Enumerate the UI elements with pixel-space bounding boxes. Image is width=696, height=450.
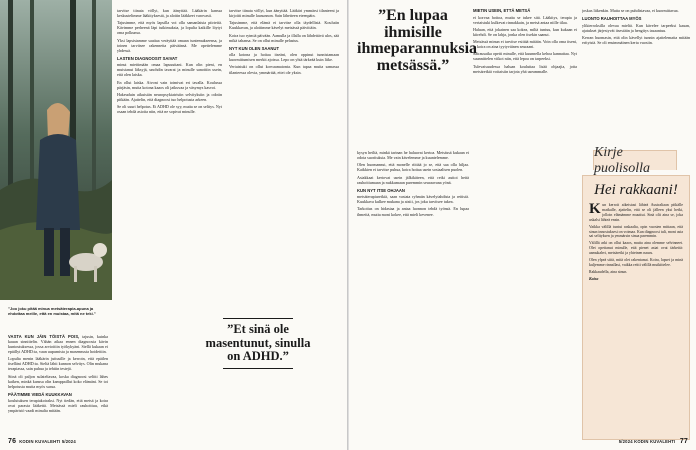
- paragraph: Olen huomannut, että monelle riittää jo se, että saa olla hiljaa. Kaikkien ei tarvitse puhua, koira hoitaa usein sosiaalisen puolen.: [357, 162, 469, 173]
- folio-left: [8, 438, 76, 445]
- pull-quote-text: ”En lupaa ihmisille ihmeparannuksia metsässä.”: [357, 7, 478, 74]
- paragraph: Haluan, että jokainen saa kokea, miltä tuntuu, kun kukaan ei kiirehdi. Se on lahja, jonka olen itsekin saanut.: [473, 26, 577, 37]
- page-number: 76: [8, 438, 17, 445]
- paragraph: joskus liikenkin. Mutta se on puhdistavaa, ei kuormittavaa.: [582, 8, 679, 13]
- letter-box: [582, 175, 690, 440]
- paragraph: ei korvaa hoitoa, mutta se tukee sitä. Lääkitys, terapia ja vertaistuki kulkevat rinnakkain, ja metsä antaa niille tilaa.: [473, 14, 577, 25]
- paragraph: Yksi lapsistamme saattaa veräyttää omaan tuntemukseensa, ja toinen tarvitsee rakennetta päiväänsä. Me opettelemme yhdessä.: [117, 37, 222, 53]
- letter-title: Hei rakkaani!: [594, 182, 678, 198]
- paragraph: En ollut laiska. Aivoni vain toimivat eri tavalla. Koulussa pärjäsin, mutta kotona kaaos oli jatkuvaa ja väsymys kasvoi.: [117, 79, 222, 90]
- paragraph: minut miettimään omaa lapsuuttani. Kun olin pieni, en muistanut läksyjä, unohdin tavarat ja minulle sanottiin usein, että olen laiska.: [117, 62, 222, 78]
- paragraph: Tarkoitus on hidastaa ja antaa luonnon tehdä työnsä. En lupaa ihmeitä, mutta moni kokee, että mieli kevenee.: [357, 206, 469, 217]
- forest-photo: [0, 0, 112, 300]
- paragraph: Lopulta menin lääkärin juttusille ja kerroin, että epäilen itselläni ADHD:ta. Sieltä lähti kunnon selvitys. Olin mukana terapiassa, sain puhua ja tehtiin testejä.: [8, 356, 108, 372]
- letter-paragraph: Vaikka välillä tuntui raskaalta, opin vuosien mittaan, että sinun innostuksesi on voimaa. Kun diagnoosi tuli, moni asia sai selityksen ja ymmärsin sinua paremmin.: [589, 224, 683, 239]
- paragraph: [8, 334, 108, 354]
- letter-signature: Kaisa: [589, 275, 599, 281]
- pull-quote-rule: [223, 368, 293, 369]
- section-subhead: MIETIN USEIN, ETTÄ METSÄ: [473, 8, 531, 13]
- section-subhead: KUN NYT ITSE OHJAAN: [357, 187, 405, 193]
- letter-paragraph: Välillä arki on ollut kaaos, mutta aina olemme selvinneet. Olet opettanut minulle, että pienet asiat ovat tärkeitä: aamukahvi, metsäretki ja yhteinen nauru.: [589, 241, 683, 256]
- right-column-3: [582, 8, 690, 146]
- paragraph: tarvitse tiinata völlyt, kun äänyttää. Lääkäri ymmärsi tilanteeni ja kirjoitti minulle lausunnon. Sain lähetteen eteenpäin.: [229, 8, 339, 19]
- paragraph: olla kotona ja hoitaa itseäni, olen oppinut tunnistamaan kuormittumisen merkit ajoissa. Lepo on yhtä tärkeää kuin liike.: [229, 52, 339, 63]
- section-subhead: PÄÄTIMME VIEDÄ KUUKKAVAN: [8, 391, 72, 397]
- paragraph: Sairausaika opetti minulle, että kuunnella kehoa kannattaa. Nyt suunnittelen viikot niin, että lepoa on tarpeeksi.: [473, 51, 577, 62]
- forest-photo-image: [0, 0, 112, 300]
- paragraph: Vertaistuki on ollut korvaamatonta. Kun tapaa muita samassa tilanteessa olevia, ymmärtää, ettei ole yksin.: [229, 64, 339, 75]
- left-column-2: [117, 8, 222, 440]
- pull-quote-text: ”Et sinä ole masentunut, sinulla on ADHD.”: [205, 322, 311, 363]
- left-column-3: [229, 8, 339, 303]
- paragraph: tarvitse tiinata völlyt, kun äänyttää. Lääkärin kanssa keskustelimme lääkityksestä, ja aloitin lääkkeet varovasti.: [117, 8, 222, 19]
- pull-quote-rule: [223, 318, 293, 319]
- paragraph: Tajusimme, että elämä ei tarvitse olla täydellistä. Koulutin Kuukkavan, ja aloitimme kävelyt metsässä päivittäin.: [229, 20, 339, 31]
- left-page: [0, 0, 347, 450]
- paragraph: Kerran huomasin, että olin kävellyt tunnin ajattelematta mitään erityistä. Se oli ensimmäinen kerta vuosiin.: [582, 34, 690, 45]
- paragraph: koulutuksen terapiakoiraksi. Nyt tiedän, että metsä ja koira ovat parasta lääkettä. Metsässä mieli rauhoittuu, eikä ympäristö vaadi minulta mitään.: [8, 398, 108, 414]
- photo-caption: ”Joo joku pitää minua metsäterapia-apuna ja ehdottaa meille, että en muistaa, mitä ne teki.”: [8, 306, 96, 316]
- letter-body: [589, 203, 683, 282]
- drop-cap: K: [589, 201, 601, 217]
- lead-in: VASTA KUN JÄIN TÖISTÄ POIS,: [8, 334, 80, 339]
- paragraph: Asiakkaat kertovat usein jälkikäteen, että retki auttoi heitä rauhoittumaan ja nukkumaan paremmin seuraavana yönä.: [357, 174, 469, 185]
- paragraph: Se oli suuri helpotus. Ei ADHD ole syy, mutta se on selitys. Nyt osaan tehdä asioita niin, että ne sopivat minulle.: [117, 104, 222, 115]
- letter-tab: Kirje puolisolla: [593, 150, 677, 170]
- paragraph: kysyn heiltä, minkä tarinan he haluavat kertoa. Metsässä kukaan ei odota suorituksia. Me vain kävelemme ja kuuntelemme.: [357, 150, 469, 161]
- right-column-1: [357, 150, 469, 440]
- pull-quote-left: [203, 314, 313, 373]
- paragraph: Tulevaisuudessa haluan kouluttaa lisää ohjaajia, jotta metsäretkiä voitaisiin tarjota yhä useammalle.: [473, 63, 577, 74]
- paragraph: metsäterapiaretkiä, saan vastata ryhmän kävelytahdista ja reitistä. Kuukkava kulkee mukana ja aistii, jos joku tarvitsee tukea.: [357, 194, 469, 205]
- paragraph: Metsässä minun ei tarvitse esittää mitään. Voin olla oma itseni, ja koira on aina tyytyväinen seuraani.: [473, 39, 577, 50]
- section-subhead: NYT KUN OLEN SAANUT: [229, 45, 280, 51]
- letter-paragraph: Olen ylpeä siitä, mitä olet rakentanut. Koira, lapset ja minä kuljemme rinnallasi, vaikka reitti välillä mutkittelee.: [589, 258, 683, 267]
- paragraph: Siinä oli paljon sulateltavaa, koska diagnoosi selitti lähes kaiken, minkä kanssa olin kamppaillut koko elämäni. Se toi helpotusta mutta myös surua.: [8, 373, 108, 389]
- folio-title: KODIN KUVALEHTI 5/2024: [19, 439, 76, 444]
- left-column-1: [8, 334, 108, 442]
- page-number: 77: [679, 438, 688, 445]
- paragraph-text: tajusin, kuinka kauan sinnittelin. Vähän aikaa ennen diagnoosia kävin kuntoutuksessa, jossa arvioitiin työkykyäni. Siellä kukaan ei epäillyt ADHD:ta, vaan uupumista ja masennusta hoidettiin.: [8, 334, 108, 355]
- right-page: [349, 0, 696, 450]
- section-subhead: LASTEN DIAGNOOSIT SAIVAT: [117, 55, 178, 61]
- right-column-2: [473, 8, 577, 440]
- section-subhead: LUONTO RAUHOITTAA MYÖS: [582, 16, 642, 22]
- paragraph: Tajusimme, että myös lapsilla voi olla samanlaisia piirteitä. Kävimme perheenä läpi tutkimuksia, ja lopulta kaikille löytyi oma polkunsa.: [117, 20, 222, 36]
- letter-paragraph: Rakkaudella, aina sinun.: [589, 269, 628, 274]
- pull-quote-right: [357, 7, 478, 74]
- paragraph: Hakeuduin aikuisiän neuropsykiatrisiin selvityksiin ja odotin pitkään. Ajattelin, että diagnoosi tuo helpotusta arkeen.: [117, 91, 222, 102]
- letter-paragraph: [589, 203, 683, 223]
- letter-paragraph-text: un kerroit aikeistasi lähteä Australiaan pitkälle matkalle, ajattelin, että se oli jälleen yksi hetki, jolloin elämämme muuttui. Sinä olit aina se, joka uskalsi lähteä ensin.: [589, 203, 683, 222]
- folio-title: 5/2024 KODIN KUVALEHTI: [618, 439, 676, 444]
- folio-right: [619, 438, 688, 445]
- paragraph: Koira tuo rytmiä päivään. Aamulla ja illalla on lähdettävä ulos, sää mikä tahansa. Se on ollut minulle pelastus.: [229, 32, 339, 43]
- paragraph: ylikierroksilla olevaa mieltä. Kun kävelee tarpeeksi kauan, ajatukset järjestyvät itsestään ja hengitys tasaantuu.: [582, 22, 690, 33]
